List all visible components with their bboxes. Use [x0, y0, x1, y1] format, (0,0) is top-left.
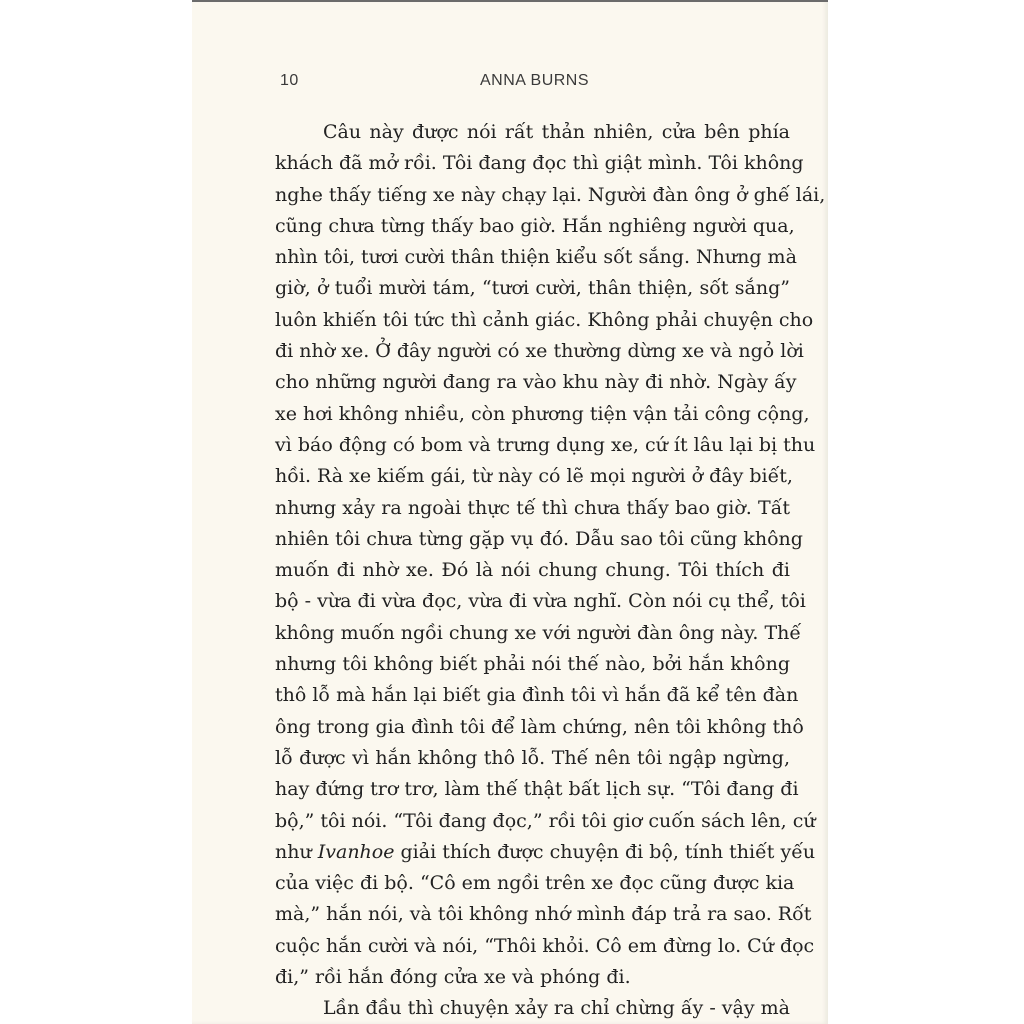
running-head-author: ANNA BURNS: [480, 72, 590, 89]
text-line: hay đứng trơ trơ, làm thế thật bất lịch sự. “Tôi đang đi: [275, 778, 799, 801]
top-edge-rule: [192, 0, 828, 2]
text-line: ông trong gia đình tôi để làm chứng, nên tôi không thô: [275, 715, 804, 738]
text-line: lỗ được vì hắn không thô lỗ. Thế nên tôi ngập ngừng,: [275, 746, 790, 769]
text-line: bộ,” tôi nói. “Tôi đang đọc,” rồi tôi giơ cuốn sách lên, cứ: [275, 809, 816, 832]
text-line: nhìn tôi, tươi cười thân thiện kiểu sốt sắng. Nhưng mà: [275, 246, 797, 269]
text-line: của việc đi bộ. “Cô em ngồi trên xe đọc cũng được kia: [275, 872, 795, 895]
text-line: xe hơi không nhiều, còn phương tiện vận tải công cộng,: [275, 402, 810, 425]
next-paragraph-line: Lần đầu thì chuyện xảy ra chỉ chừng ấy - vậy mà: [323, 997, 790, 1020]
running-header: [280, 70, 780, 94]
text-line: muốn đi nhờ xe. Đó là nói chung chung. Tôi thích đi: [275, 559, 790, 582]
text-line: nhưng xảy ra ngoài thực tế thì chưa thấy bao giờ. Tất: [275, 496, 790, 519]
text-fragment: giải thích được chuyện đi bộ, tính thiết yếu: [394, 840, 816, 863]
text-line: cũng chưa từng thấy bao giờ. Hắn nghiêng người qua,: [275, 214, 795, 237]
text-line: giờ, ở tuổi mười tám, “tươi cười, thân thiện, sốt sắng”: [275, 277, 790, 300]
body-text: [275, 117, 826, 1024]
page-number: 10: [280, 72, 299, 89]
text-line: thô lỗ mà hắn lại biết gia đình tôi vì hắn đã kể tên đàn: [275, 684, 799, 707]
text-line: nhưng tôi không biết phải nói thế nào, bởi hắn không: [275, 653, 790, 676]
text-line: nghe thấy tiếng xe này chạy lại. Người đàn ông ở ghế lái,: [275, 183, 826, 206]
text-line: cuộc hắn cười và nói, “Thôi khỏi. Cô em đừng lo. Cứ đọc: [275, 934, 815, 957]
book-title-italic: Ivanhoe: [317, 840, 395, 863]
text-line: cho những người đang ra vào khu này đi nhờ. Ngày ấy: [275, 371, 797, 394]
text-line: đi nhờ xe. Ở đây người có xe thường dừng xe và ngỏ lời: [275, 340, 804, 363]
text-fragment: như: [275, 840, 318, 863]
text-line: mà,” hắn nói, và tôi không nhớ mình đáp trả ra sao. Rốt: [275, 903, 812, 926]
text-line: nhiên tôi chưa từng gặp vụ đó. Dẫu sao tôi cũng không: [275, 527, 803, 550]
text-line: Câu này được nói rất thản nhiên, cửa bên phía: [323, 121, 790, 143]
text-line: luôn khiến tôi tức thì cảnh giác. Không phải chuyện cho: [275, 308, 814, 331]
text-line-ivanhoe: [275, 837, 816, 868]
text-line: khách đã mở rồi. Tôi đang đọc thì giật mình. Tôi không: [275, 152, 804, 175]
text-line: vì báo động có bom và trưng dụng xe, cứ ít lâu lại bị thu: [275, 433, 816, 456]
text-line: không muốn ngồi chung xe với người đàn ông này. Thế: [275, 621, 802, 644]
text-line: bộ - vừa đi vừa đọc, vừa đi vừa nghĩ. Còn nói cụ thể, tôi: [275, 590, 806, 613]
text-line: đi,” rồi hắn đóng cửa xe và phóng đi.: [275, 966, 631, 989]
text-line: hồi. Rà xe kiếm gái, từ này có lẽ mọi người ở đây biết,: [275, 465, 793, 488]
